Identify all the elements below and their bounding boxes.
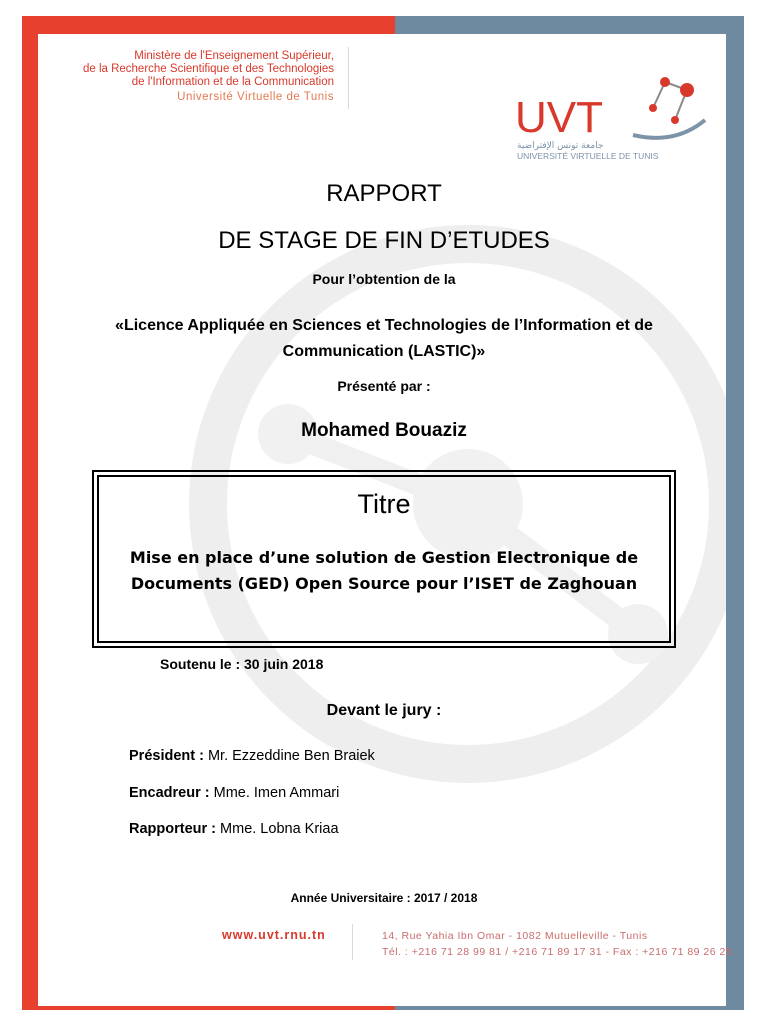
jury-role: Encadreur :: [129, 785, 210, 801]
footer-website: www.uvt.rnu.tn: [222, 928, 326, 942]
ministry-line-3: de l'Information et de la Communication: [131, 76, 334, 88]
title-box: [92, 470, 676, 648]
jury-role: Président :: [129, 748, 204, 764]
header-divider: [348, 47, 349, 109]
university-line: Université Virtuelle de Tunis: [177, 91, 334, 103]
author-name: Mohamed Bouaziz: [301, 420, 467, 441]
degree-name: «Licence Appliquée en Sciences et Technologies de l’Information et de Communication (LASTIC)»: [115, 317, 653, 360]
footer-address: [382, 928, 732, 960]
ministry-header: [0, 50, 334, 104]
uvt-logo-text: UVT: [515, 93, 603, 142]
jury-member-president: [129, 748, 375, 764]
uvt-logo: [515, 60, 715, 165]
presented-by-label: Présenté par :: [337, 378, 431, 394]
report-title: RAPPORT: [326, 180, 442, 207]
footer-divider: [352, 924, 353, 960]
ministry-line-2: de la Recherche Scientifique et des Technologies: [82, 63, 334, 75]
report-subtitle: DE STAGE DE FIN D’ETUDES: [218, 227, 550, 254]
jury-heading: Devant le jury :: [326, 702, 442, 719]
jury-name: Mr. Ezzeddine Ben Braiek: [207, 748, 375, 764]
uvt-logo-arabic: جامعة تونس الإفتراضية: [517, 141, 604, 151]
jury-name: Mme. Imen Ammari: [213, 785, 340, 801]
project-title: Mise en place d’une solution de Gestion Electronique de Documents (GED) Open Source pour l’ISET de Zaghouan: [129, 548, 639, 593]
jury-member-encadreur: [129, 785, 339, 801]
footer-phones: Tél. : +216 71 28 99 81 / +216 71 89 17 31 - Fax : +216 71 89 26 25: [382, 946, 733, 958]
jury-role: Rapporteur :: [129, 821, 216, 837]
jury-name: Mme. Lobna Kriaa: [220, 821, 339, 837]
network-icon: [633, 82, 705, 138]
jury-member-rapporteur: [129, 821, 339, 837]
footer-street: 14, Rue Yahia Ibn Omar - 1082 Mutuelleville - Tunis: [382, 930, 648, 942]
uvt-logo-subtitle: UNIVERSITÉ VIRTUELLE DE TUNIS: [517, 151, 659, 161]
obtention-text: Pour l’obtention de la: [312, 271, 456, 287]
defense-date: Soutenu le : 30 juin 2018: [160, 656, 324, 672]
title-box-label: Titre: [357, 489, 411, 519]
ministry-line-1: Ministère de l'Enseignement Supérieur,: [134, 50, 334, 62]
academic-year: Année Universitaire : 2017 / 2018: [290, 891, 478, 905]
